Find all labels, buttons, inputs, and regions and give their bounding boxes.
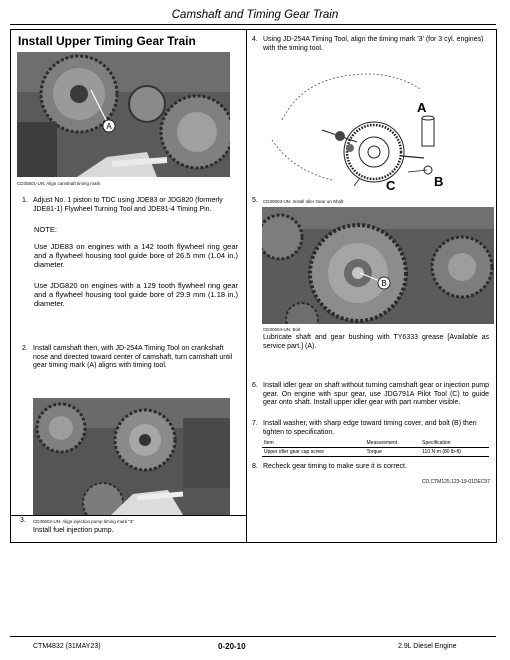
step4-text: Using JD-254A Timing Tool, align the timing mark '3' (for 3 cyl. engines) with the timing tool.: [263, 36, 484, 52]
spec-table-wrapper: [262, 439, 489, 457]
header-rule: [10, 24, 496, 25]
diagram-caption: CD30603-UN: Install Idler Gear on Shaft: [263, 199, 344, 204]
section-title: Install Upper Timing Gear Train: [18, 34, 196, 48]
spec-cell-measurement: Torque: [366, 449, 382, 455]
page-header-title: Camshaft and Timing Gear Train: [171, 9, 339, 21]
step2-text: Install camshaft then, with JD-254A Timing Tool on crankshaft nose and directed toward center of camshaft, turn camshaft until gear timing mark (A) aligns with timing tool.: [33, 345, 233, 370]
footer-rule: [10, 636, 496, 637]
photo2-caption: CD30602-UN: Align injection pump timing mark "3": [33, 519, 134, 524]
step6-text: Install idler gear on shaft without turning camshaft gear or injection pump gear. On engine with spur gear, use JDG791A Pilot Tool (C) to guide gear onto shaft. Install upper idler gear with part number visible.: [263, 382, 489, 407]
step4-number: 4.: [252, 36, 258, 43]
note-paragraph-2: Use JDG820 on engines with a 129 tooth flywheel ring gear and a flywheel housing tool guide bore of 29.9 mm (1.18 in.) diameter.: [34, 281, 238, 309]
step3-number: 3.: [20, 517, 26, 524]
step6-number: 6.: [252, 382, 258, 389]
spec-cell-item: Upper idler gear cap screw: [264, 449, 324, 455]
photo-camshaft-timing-mark: [17, 52, 230, 177]
footer-doc-id: CTM4832 (31MAY23): [33, 643, 101, 650]
step2-number: 2.: [22, 345, 28, 352]
step8-text: Recheck gear timing to make sure it is correct.: [263, 463, 407, 470]
footer-engine-name: 2.9L Diesel Engine: [398, 643, 457, 650]
step3-text: Install fuel injection pump.: [33, 527, 114, 534]
diagram-callout-b: B: [434, 174, 444, 189]
spec-cell-specification: 110 N·m (80 lb-ft): [422, 449, 461, 455]
step5-number: 5.: [252, 197, 258, 204]
spec-header-item: Item: [262, 439, 365, 448]
photo1-callout: A: [106, 122, 112, 131]
photo3-callout: B: [381, 279, 387, 288]
spec-header-specification: Specification: [420, 439, 489, 448]
photo3-caption: CD30604-UN: Bolt: [263, 327, 301, 332]
footer-page-number: 0-20-10: [218, 642, 246, 651]
photo-idler-gear-bolt: [262, 207, 494, 324]
column-divider: [246, 29, 247, 543]
note-label: NOTE:: [34, 225, 57, 234]
spec-table-row: [262, 448, 489, 457]
photo1-caption: CD30601-UN: Align camshaft timing mark: [17, 181, 101, 186]
step7-text: Install washer, with sharp edge toward timing cover, and bolt (B) then tighten to specification.: [263, 420, 477, 436]
note-paragraph-1: Use JDE83 on engines with a 142 tooth flywheel ring gear and a flywheel housing tool guide bore of 26.5 mm (1.04 in.) diameter.: [34, 242, 238, 270]
photo-injection-pump-timing: [33, 398, 230, 515]
spec-header-measurement: Measurement: [365, 439, 421, 448]
diagram-callout-a: A: [417, 100, 427, 115]
left-bottom-divider: [10, 515, 247, 516]
diagram-callout-c: C: [386, 178, 396, 193]
spec-table: [262, 439, 489, 457]
step7-number: 7.: [252, 420, 258, 427]
idler-gear-diagram: [262, 60, 462, 196]
step8-number: 8.: [252, 463, 258, 470]
step1-number: 1.: [22, 197, 28, 204]
reference-code: CD,CTM125,123-19-01DEC97: [421, 479, 490, 485]
spec-table-header-row: [262, 439, 489, 448]
step1-text: Adjust No. 1 piston to TDC using JDE83 or JDG820 (formerly JDE81-1) Flywheel Turning Tool and JDE81-4 Timing Pin.: [33, 197, 223, 213]
step5-text: Lubricate shaft and gear bushing with TY6333 grease [Available as service part.] (A).: [263, 334, 489, 350]
